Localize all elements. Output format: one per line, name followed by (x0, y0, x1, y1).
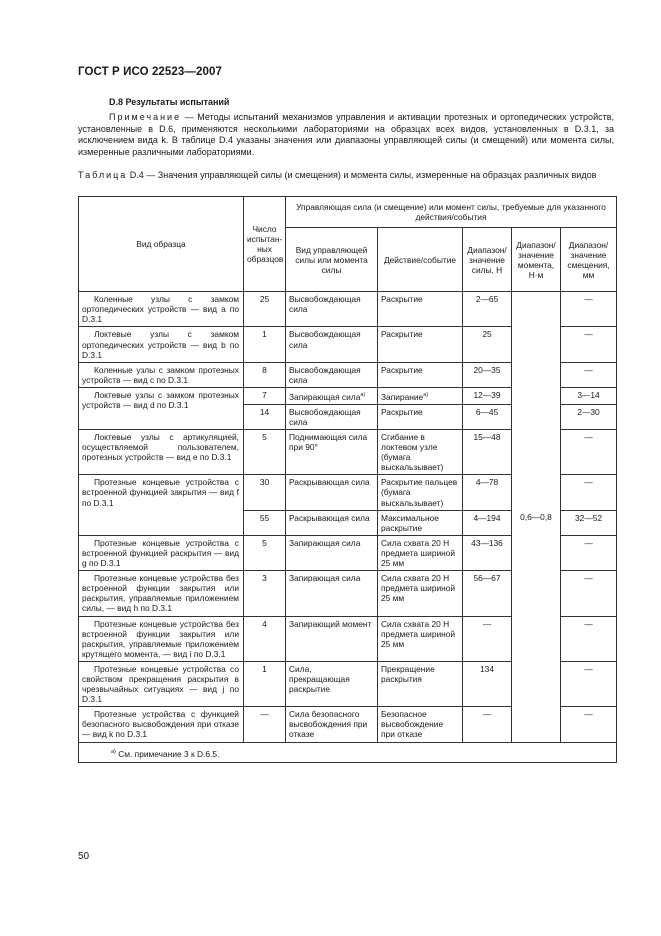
action: Раскрытие (378, 327, 463, 362)
force-range: 6—45 (463, 404, 512, 429)
note-text: — Методы испытаний механизмов управления и активации протезных и ортопедических устройств, установленные в D.6, применяются несколькими лабораториями на образцах всех видов, установленных в D.3.1, за исключением вида k. В таблице D.4 указаны значения или диапазоны управляющей силы (и смещений) или момента силы, измеренные различными лабораториями. (78, 112, 614, 157)
force-type: Раскрывающая сила (286, 510, 378, 535)
force-type: Высвобождающая сила (286, 362, 378, 387)
action: Запирание$^{а)}$ (378, 387, 463, 404)
table-caption-label: Таблица (78, 170, 128, 180)
action: Максимальное раскрытие (378, 510, 463, 535)
moment-range: 0,6—0,8 (512, 292, 561, 742)
force-type: Высвобождающая сила (286, 404, 378, 429)
sample-type: Протезные устройства с функцией безопасного высвобождения при отказе — вид k по D.3.1 (79, 707, 244, 742)
force-range: 4—194 (463, 510, 512, 535)
action: Прекращение раскрытия (378, 661, 463, 706)
header-count: Число испытан-ных образцов (244, 197, 286, 292)
sample-count: 4 (244, 616, 286, 661)
force-range: 12—39 (463, 387, 512, 404)
force-range: — (463, 707, 512, 742)
displacement-range: — (561, 475, 617, 510)
force-range: 4—78 (463, 475, 512, 510)
force-type: Раскрывающая сила (286, 475, 378, 510)
force-type: Сила безопасного высвобождения при отказе (286, 707, 378, 742)
sample-type: Коленные узлы с замком ортопедических устройств — вид а по D.3.1 (79, 292, 244, 327)
displacement-range: — (561, 707, 617, 742)
displacement-range: — (561, 661, 617, 706)
header-displacement-range: Диапазон/ значение смещения, мм (561, 228, 617, 292)
action: Раскрытие пальцев (бумага выскальзывает) (378, 475, 463, 510)
displacement-range: — (561, 292, 617, 327)
force-type: Запирающая сила (286, 571, 378, 616)
sample-type: Локтевые узлы с замком протезных устройств — вид d по D.3.1 (79, 387, 244, 429)
displacement-range: 2—30 (561, 404, 617, 429)
action: Безопасное высвобождение при отказе (378, 707, 463, 742)
displacement-range: — (561, 327, 617, 362)
sample-count: 30 (244, 475, 286, 510)
table-footnote-row (79, 742, 617, 763)
action: Сгибание в локтевом узле (бумага выскальзывает) (378, 430, 463, 475)
header-force-type: Вид управляющей силы или момента силы (286, 228, 378, 292)
force-range: 56—67 (463, 571, 512, 616)
action: Сила схвата 20 Н предмета шириной 25 мм (378, 535, 463, 570)
sample-type: Локтевые узлы с артикуляцией, осуществляемой пользователем, протезных устройств — вид е по D.3.1 (79, 430, 244, 475)
page-number: 50 (78, 851, 90, 862)
displacement-range: — (561, 535, 617, 570)
force-type: Запирающий момент (286, 616, 378, 661)
sample-count: 5 (244, 430, 286, 475)
table-footnote (79, 742, 617, 763)
sample-type: Протезные концевые устройства с встроенной функцией раскрытия — вид g по D.3.1 (79, 535, 244, 570)
displacement-range: — (561, 362, 617, 387)
sample-type: Протезные концевые устройства без встроенной функции закрытия или раскрытия, управляемые приложением крутящего момента, — вид i по D.3.1 (79, 616, 244, 661)
force-type: Высвобождающая сила (286, 292, 378, 327)
header-moment-range: Диапазон/ значение момента, Н·м (512, 228, 561, 292)
table-caption-text: D.4 — Значения управляющей силы (и смещения) и момента силы, измеренные на образцах различных видов (127, 170, 597, 180)
force-range: 134 (463, 661, 512, 706)
displacement-range: 3—14 (561, 387, 617, 404)
sample-count: 25 (244, 292, 286, 327)
displacement-range: 32—52 (561, 510, 617, 535)
results-table (78, 196, 617, 763)
action: Раскрытие (378, 362, 463, 387)
force-range: 43—136 (463, 535, 512, 570)
document-header: ГОСТ Р ИСО 22523—2007 (78, 66, 223, 78)
sample-type: Протезные концевые устройства без встроенной функции закрытия или раскрытия, управляемые приложением силы, — вид h по D.3.1 (79, 571, 244, 616)
sample-count: 7 (244, 387, 286, 404)
header-force-range: Диапазон/ значение силы, Н (463, 228, 512, 292)
sample-count: 1 (244, 327, 286, 362)
sample-count: 5 (244, 535, 286, 570)
force-type: Поднимающая сила при 90° (286, 430, 378, 475)
sample-type: Протезные концевые устройства с встроенной функцией закрытия — вид f по D.3.1 (79, 475, 244, 535)
action: Раскрытие (378, 404, 463, 429)
section-title: D.8 Результаты испытаний (109, 97, 230, 107)
action: Сила схвата 20 Н предмета шириной 25 мм (378, 616, 463, 661)
sample-type: Коленные узлы с замком протезных устройств — вид с по D.3.1 (79, 362, 244, 387)
table-row (79, 292, 617, 327)
displacement-range: — (561, 616, 617, 661)
sample-count: 8 (244, 362, 286, 387)
displacement-range: — (561, 430, 617, 475)
table-caption (78, 170, 614, 182)
force-type: Сила, прекращающая раскрытие (286, 661, 378, 706)
sample-count: 3 (244, 571, 286, 616)
header-type: Вид образца (79, 197, 244, 292)
force-range: 20—35 (463, 362, 512, 387)
action: Раскрытие (378, 292, 463, 327)
footnote-text: См. примечание 3 к D.6.5. (115, 748, 220, 759)
force-range: — (463, 616, 512, 661)
action: Сила схвата 20 Н предмета шириной 25 мм (378, 571, 463, 616)
force-range: 15—48 (463, 430, 512, 475)
force-range: 25 (463, 327, 512, 362)
force-range: 2—65 (463, 292, 512, 327)
header-group: Управляющая сила (и смещение) или момент силы, требуемые для указанного действия/события (286, 197, 617, 228)
force-type: Высвобождающая сила (286, 327, 378, 362)
sample-type: Локтевые узлы с замком ортопедических устройств — вид b по D.3.1 (79, 327, 244, 362)
sample-type: Протезные концевые устройства со свойством прекращения раскрытия в чрезвычайных ситуациях — вид j по D.3.1 (79, 661, 244, 706)
displacement-range: — (561, 571, 617, 616)
note-label: Примечание (109, 112, 182, 122)
header-action: Действие/событие (378, 228, 463, 292)
footnote-mark: а) (111, 748, 116, 755)
sample-count: 55 (244, 510, 286, 535)
note-paragraph (78, 112, 614, 158)
footnote-ref: а) (423, 391, 429, 398)
footnote-ref: а) (360, 391, 366, 398)
force-type: Запирающая сила (286, 535, 378, 570)
sample-count: — (244, 707, 286, 742)
sample-count: 1 (244, 661, 286, 706)
force-type: Запирающая сила$^{а)}$ (286, 387, 378, 404)
sample-count: 14 (244, 404, 286, 429)
